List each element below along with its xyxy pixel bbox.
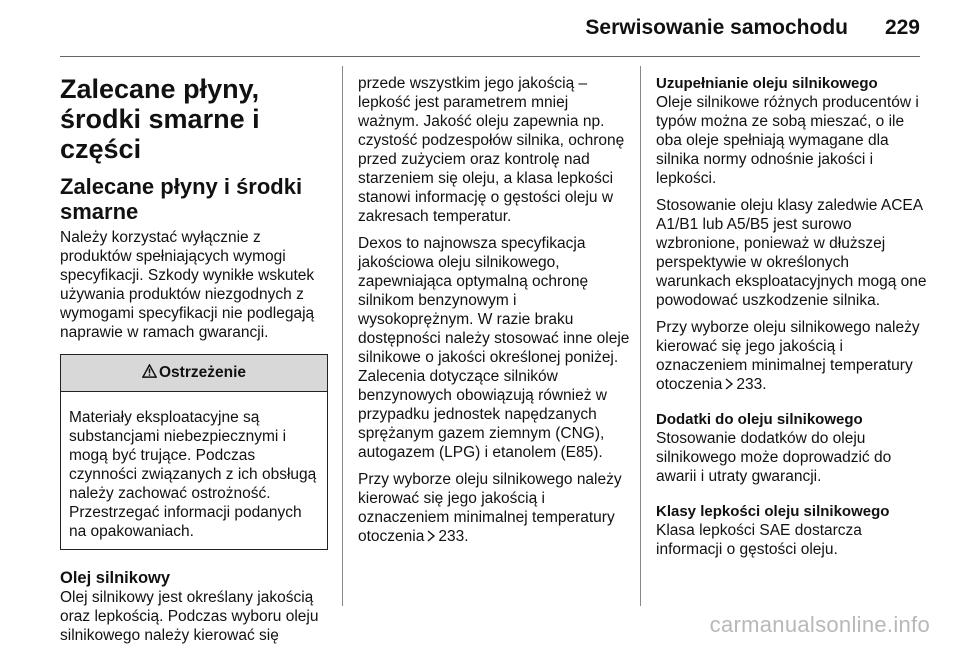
topup-selection-text: Przy wyborze oleju silnikowego należy kierować się jego jakością i oznaczeniem minimalnej temperatury otoczenia bbox=[656, 319, 920, 393]
dexos-paragraph: Dexos to najnowsza specyfikacja jakościowa oleju silnikowego, zapewniająca optymalną ochronę silnikom benzynowym i wysokoprężnym. W razie braku dostępności należy stosować inne oleje silnikowe o jakości określonej poniżej. Zalecenia dotyczące silników benzynowych obowiązują również w przypadku jednostek napędzanych sprężanym gazem ziemnym (CNG), autogazem (LPG) i etanolem (E85). bbox=[358, 235, 630, 461]
oil-paragraph: Olej silnikowy jest określany jakością oraz lepkością. Podczas wyboru oleju silnikowego należy kierować się bbox=[60, 589, 319, 644]
warning-box bbox=[60, 354, 328, 550]
header-rule bbox=[60, 56, 920, 57]
warning-header bbox=[61, 355, 327, 392]
viscosity-paragraph: Klasa lepkości SAE dostarcza informacji o gęstości oleju. bbox=[656, 522, 862, 558]
header-title: Serwisowanie samochodu bbox=[585, 16, 848, 39]
sub-heading: Zalecane płyny i środki smarne bbox=[60, 174, 303, 224]
topup-paragraph-2: Stosowanie oleju klasy zaledwie ACEA A1/B1 lub A5/B5 jest surowo wzbronione, ponieważ w dłuższej perspektywie w określonych warunkach eksploatacyjnych mogą one powodować uszkodzenie silnika. bbox=[656, 197, 927, 309]
page-reference[interactable]: 233. bbox=[438, 528, 469, 545]
selection-text: Przy wyborze oleju silnikowego należy kierować się jego jakością i oznaczeniem minimalnej temperatury otoczenia bbox=[358, 471, 622, 545]
page-header bbox=[0, 0, 960, 56]
viscosity-heading: Klasy lepkości oleju silnikowego bbox=[656, 503, 890, 520]
additives-heading: Dodatki do oleju silnikowego bbox=[656, 411, 863, 428]
column-1 bbox=[60, 74, 328, 653]
selection-paragraph bbox=[358, 470, 630, 546]
warning-text: Materiały eksploatacyjne są substancjami niebezpiecznymi i mogą być trujące. Podczas czynności związanych z ich obsługą należy zachować ostrożność. Przestrzegać informacji podanych na opakowaniach. bbox=[69, 409, 317, 540]
warning-title: Ostrzeżenie bbox=[158, 364, 246, 381]
quality-paragraph: przede wszystkim jego jakością – lepkość jest parametrem mniej ważnym. Jakość oleju zapewnia np. czystość podzespołów silnika, ochronę przed zużyciem oraz kontrolę nad starzeniem się oleju, a klasa lepkości stanowi informację o gęstości oleju w zakresach temperatur. bbox=[358, 75, 625, 225]
warning-triangle-icon bbox=[142, 364, 157, 378]
oil-heading: Olej silnikowy bbox=[60, 569, 171, 587]
watermark: carmanualsonline.info bbox=[709, 612, 930, 637]
page-reference-arrow-icon bbox=[426, 530, 436, 542]
page-number: 229 bbox=[884, 16, 920, 39]
additives-paragraph: Stosowanie dodatków do oleju silnikowego może doprowadzić do awarii i utraty gwarancji. bbox=[656, 430, 892, 485]
column-3 bbox=[656, 74, 928, 567]
topup-heading: Uzupełnianie oleju silnikowego bbox=[656, 75, 878, 92]
column-2 bbox=[358, 74, 630, 554]
intro-paragraph: Należy korzystać wyłącznie z produktów spełniających wymogi specyfikacji. Szkody wynikłe wskutek używania produktów niezgodnych z wymogami specyfikacji nie podlegają naprawie w ramach gwarancji. bbox=[60, 229, 315, 341]
topup-paragraph-3 bbox=[656, 318, 928, 394]
column-divider-1 bbox=[342, 66, 343, 606]
topup-paragraph-1: Oleje silnikowe różnych producentów i typów można ze sobą mieszać, o ile oba oleje spełniają wymagane dla silnika normy odnośnie jakości i lepkości. bbox=[656, 94, 919, 187]
page-reference[interactable]: 233. bbox=[736, 376, 767, 393]
page-reference-arrow-icon bbox=[724, 378, 734, 390]
main-heading: Zalecane płyny, środki smarne i części bbox=[60, 74, 260, 164]
column-divider-2 bbox=[640, 66, 641, 606]
